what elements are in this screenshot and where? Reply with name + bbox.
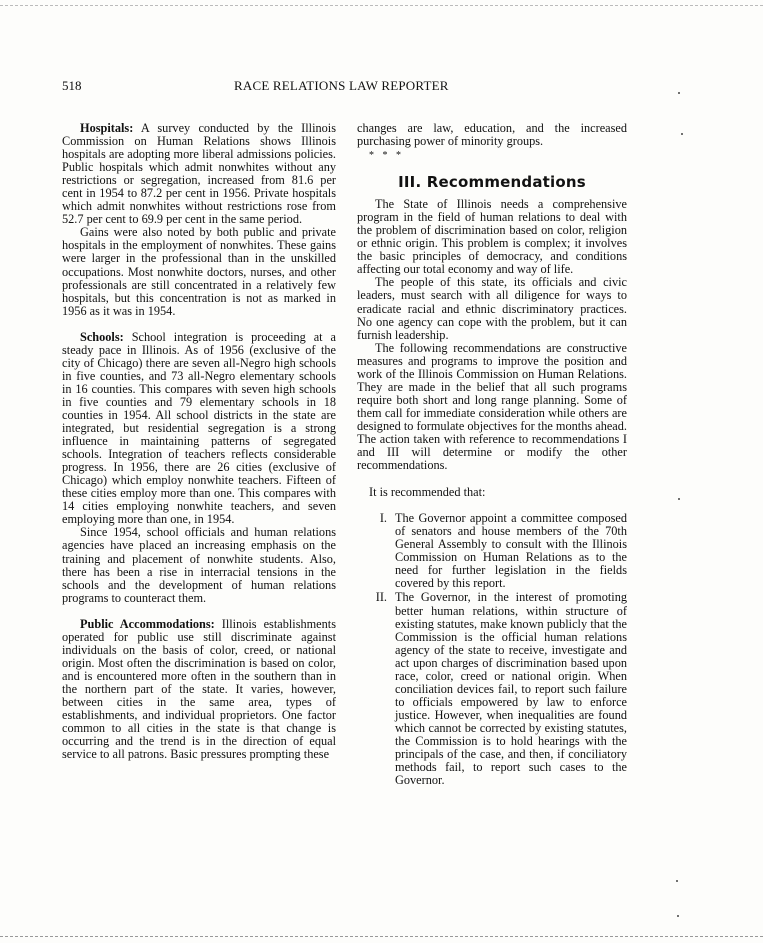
- recommendations-paragraph-3: The following recommendations are constructive measures and programs to improve the position and work of the Illinois Commission on Human Relations. They are made in the belief that all such programs require both short and long range planning. Some of them call for immediate consideration while others are designed to formulate objectives for the months ahead. The action taken with reference to recommendations I and III will determine or modify the other recommendations.: [357, 340, 627, 473]
- recommendations-list: [357, 512, 627, 787]
- lead-in: It is recommended that:: [369, 485, 486, 500]
- scan-speck: [678, 498, 680, 500]
- section-title: III. Recommendations: [398, 173, 586, 192]
- running-head: RACE RELATIONS LAW REPORTER: [234, 78, 449, 93]
- bottom-scan-edge: [0, 936, 763, 939]
- scan-speck: [676, 880, 678, 882]
- hospitals-paragraph-2: Gains were also noted by both public and private hospitals in the employment of nonwhites. These gains were larger in the professional than in the unskilled occupations. Most nonwhite doctors, nurses, and other professionals are still concentrated in a relatively few hospitals, but this concentration is not as marked in 1956 as it was in 1954.: [62, 225, 336, 318]
- hospitals-text-1: A survey conducted by the Illinois Commission on Human Relations shows Illinois hospitals are adopting more liberal admissions policies. Public hospitals which admit nonwhites without any restrictions or segregation, increased from 81.6 per cent in 1954 to 87.2 per cent in 1956. Private hospitals which admit nonwhites without restrictions rose from 52.7 per cent to 69.9 per cent in the same period.: [62, 121, 336, 227]
- continuation-paragraph: changes are law, education, and the increased purchasing power of minority groups.: [357, 121, 627, 149]
- scan-speck: [677, 915, 679, 917]
- schools-heading: Schools:: [80, 329, 124, 344]
- recommendation-text: The Governor, in the interest of promoting better human relations, within structure of existing statutes, make known publicly that the Commission is the official human relations agency of the state to receive, investigate and act upon charges of discrimination based upon race, color, creed or national origin. When conciliation devices fail, to report such failure to officials empowered by law to enforce justice. However, when inequalities are found which cannot be corrected by existing statutes, the Commission is to hold hearings with the principals of the case, and then, if conciliatory methods fail, to report such cases to the Governor.: [395, 590, 627, 788]
- public-accommodations-heading: Public Accommodations:: [80, 616, 215, 631]
- recommendations-paragraph-1: The State of Illinois needs a comprehensive program in the field of human relations to deal with the problem of discrimination based on color, religion or ethnic origin. This problem is complex; it involves the basic principles of democracy, and conditions affecting our total economy and way of life.: [357, 197, 627, 277]
- hospitals-paragraph-1: [62, 122, 336, 226]
- schools-text-1: School integration is proceeding at a steady pace in Illinois. As of 1956 (exclusive of the city of Chicago) there are seven all-Negro high schools in five counties, and 73 all-Negro elementary schools in 16 counties. This compares with seven high schools in five counties and 79 elementary schools in 18 counties in 1954. All school districts in the state are integrated, but residential segregation is a strong influence in maintaining patterns of segregated schools. Integration of teachers reflects considerable progress. In 1956, there are 26 cities (exclusive of Chicago) which employ nonwhite teachers. Fifteen of these cities employ more than one. This compares with 14 cities employing nonwhite teachers, and seven employing more than one, in 1954.: [62, 329, 336, 527]
- hospitals-heading: Hospitals:: [80, 121, 134, 135]
- schools-paragraph-2: Since 1954, school officials and human relations agencies have placed an increasing emphasis on the training and placement of nonwhite students. Also, there has been a rise in interracial tensions in the schools and the development of human relations programs to counteract them.: [62, 525, 336, 605]
- recommendations-paragraph-2: The people of this state, its officials and civic leaders, must search with all diligence for ways to eradicate racial and ethnic discriminatory practices. No one agency can cope with the problem, but it can furnish leadership.: [357, 275, 627, 342]
- recommendation-text: The Governor appoint a committee composed of senators and house members of the 70th General Assembly to consult with the Illinois Commission on Human Relations as to the need for further legislation in the fields covered by this report.: [395, 511, 627, 591]
- list-item: [357, 591, 627, 787]
- scan-speck: [681, 133, 683, 135]
- page-number: 518: [62, 78, 82, 93]
- public-accommodations-paragraph: [62, 618, 336, 762]
- scan-speck: [678, 92, 680, 94]
- left-column: [62, 122, 336, 761]
- top-scan-edge: [0, 0, 763, 6]
- schools-paragraph-1: [62, 331, 336, 527]
- public-accommodations-text: Illinois establishments operated for public use still discriminate against individuals on the basis of color, creed, or national origin. Most often the discrimination is based on color, and is encountered more often in the southern than in the northern part of the state. It varies, however, between cities in the same area, types of establishments, and individual proprietors. One factor common to all cities in the state is that change is occurring and the trend is in the direction of equal service to all patrons. Basic pressures prompting these: [62, 616, 336, 762]
- page-header: [62, 78, 662, 96]
- section-break-stars: * * *: [369, 150, 404, 162]
- recommendation-numeral: I.: [379, 511, 387, 526]
- list-item: [357, 512, 627, 590]
- recommendation-numeral: II.: [375, 590, 387, 605]
- right-column: [357, 122, 627, 787]
